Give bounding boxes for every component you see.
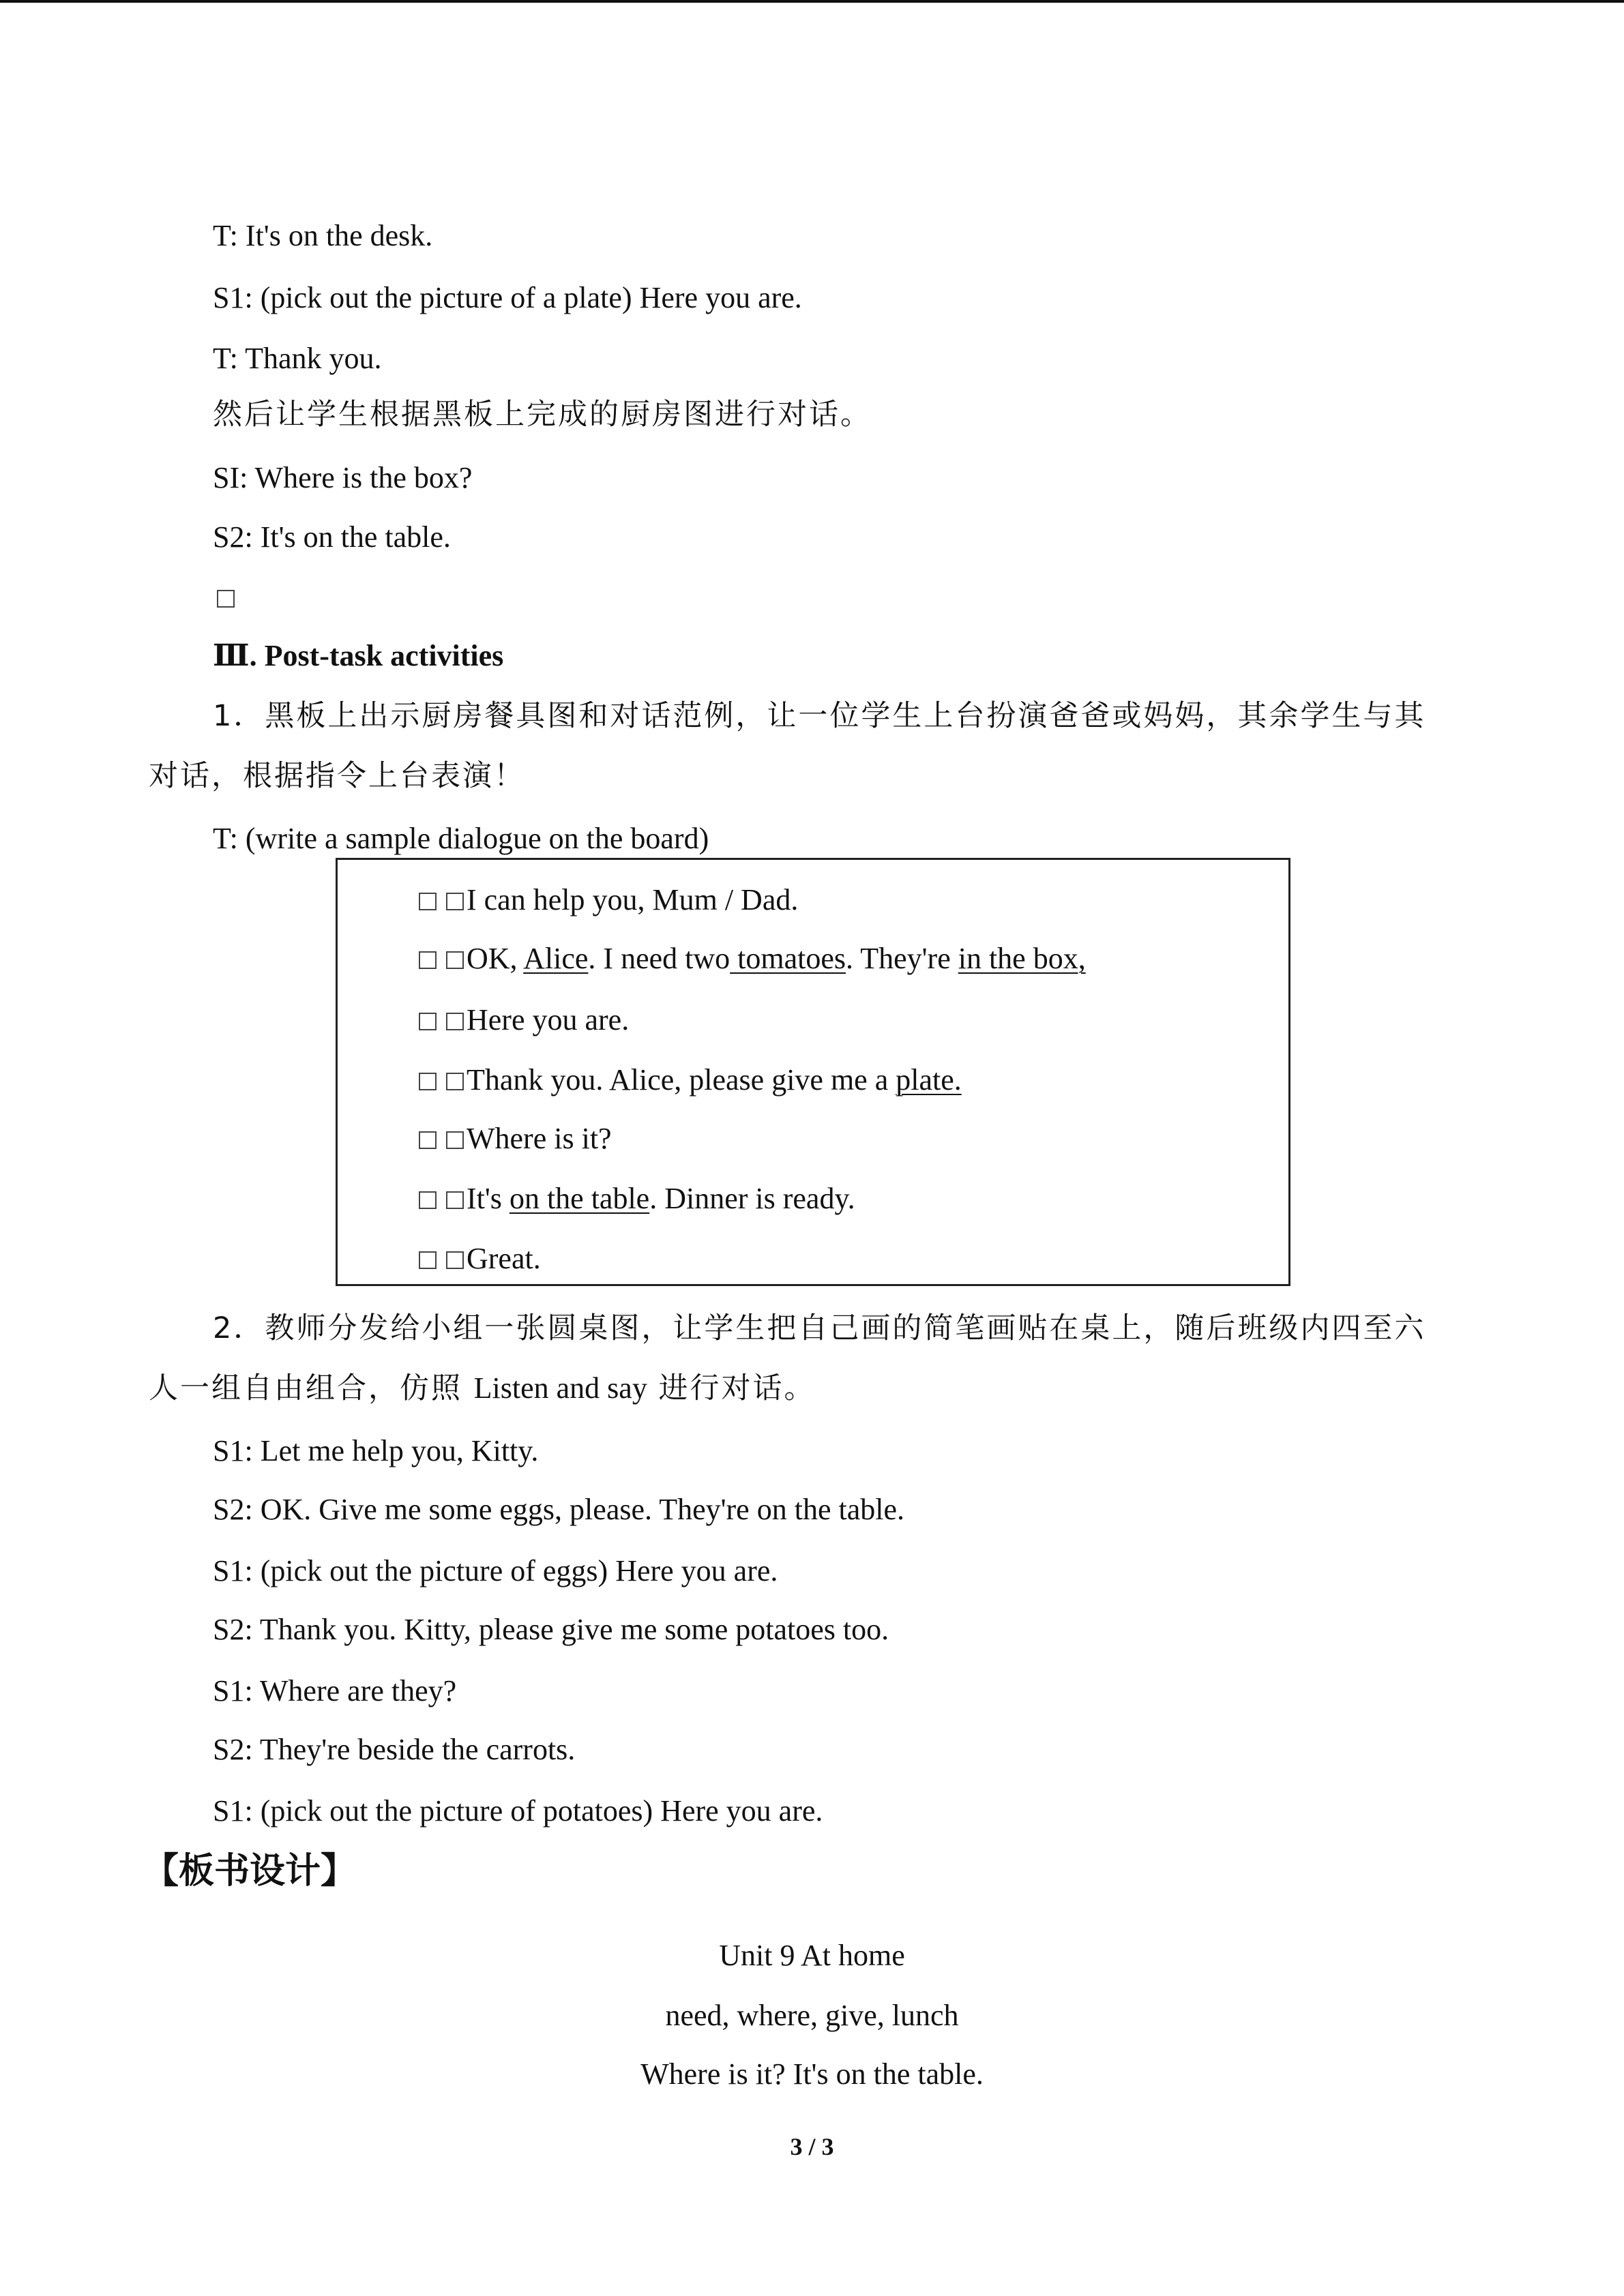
section-heading [213, 637, 503, 675]
dialogue-line: T: Thank you. [213, 342, 382, 375]
top-border [0, 0, 1624, 3]
dialogue-line: S1: (pick out the picture of eggs) Here you are. [213, 1554, 778, 1587]
board-design-heading: 【板书设计】 [143, 1851, 357, 1892]
item1-text: 1．黑板上出示厨房餐具图和对话范例，让一位学生上台扮演爸爸或妈妈，其余学生与其 [213, 699, 1426, 733]
page-number: 3 / 3 [790, 2133, 834, 2160]
teacher-line: T: (write a sample dialogue on the board) [213, 822, 709, 855]
board-sentence: Where is it? It's on the table. [640, 2057, 984, 2091]
box-line: Here you are. [419, 1001, 629, 1039]
item1-text-cont: 对话，根据指令上台表演！ [149, 759, 525, 793]
board-words: need, where, give, lunch [665, 1999, 959, 2032]
box-line: Thank you. Alice, please give me a plate. [419, 1061, 962, 1099]
box-line: I can help you, Mum / Dad. [419, 881, 798, 919]
instruction-text: 然后让学生根据黑板上完成的厨房图进行对话。 [213, 398, 872, 432]
dialogue-line: S1: Let me help you, Kitty. [213, 1434, 539, 1467]
dialogue-line: T: It's on the desk. [213, 219, 433, 252]
dialogue-line: S2: Thank you. Kitty, please give me some potatoes too. [213, 1613, 889, 1646]
dialogue-line: S1: Where are they? [213, 1674, 457, 1708]
dialogue-line: S2: It's on the table. [213, 520, 451, 554]
box-line: It's on the table. Dinner is ready. [419, 1180, 855, 1218]
dialogue-line: SI: Where is the box? [213, 461, 473, 494]
item2-text-cont: 人一组自由组合，仿照 Listen and say 进行对话。 [149, 1371, 816, 1405]
item2-text: 2．教师分发给小组一张圆桌图，让学生把自己画的简笔画贴在桌上，随后班级内四至六 [213, 1311, 1426, 1345]
dialogue-line: S2: They're beside the carrots. [213, 1733, 576, 1766]
dialogue-line: S2: OK. Give me some eggs, please. They're on the table. [213, 1493, 904, 1526]
dialogue-line: S1: (pick out the picture of potatoes) Here you are. [213, 1794, 823, 1828]
box-line: OK, Alice. I need two tomatoes. They're in the box, [419, 940, 1086, 978]
section-number: Ⅲ [213, 639, 250, 672]
box-line: Where is it? [419, 1120, 612, 1158]
empty-checkbox [217, 578, 244, 616]
board-title: Unit 9 At home [719, 1939, 905, 1972]
section-title: . Post-task activities [249, 639, 504, 672]
dialogue-line: S1: (pick out the picture of a plate) Here you are. [213, 281, 802, 314]
box-line: Great. [419, 1240, 541, 1278]
